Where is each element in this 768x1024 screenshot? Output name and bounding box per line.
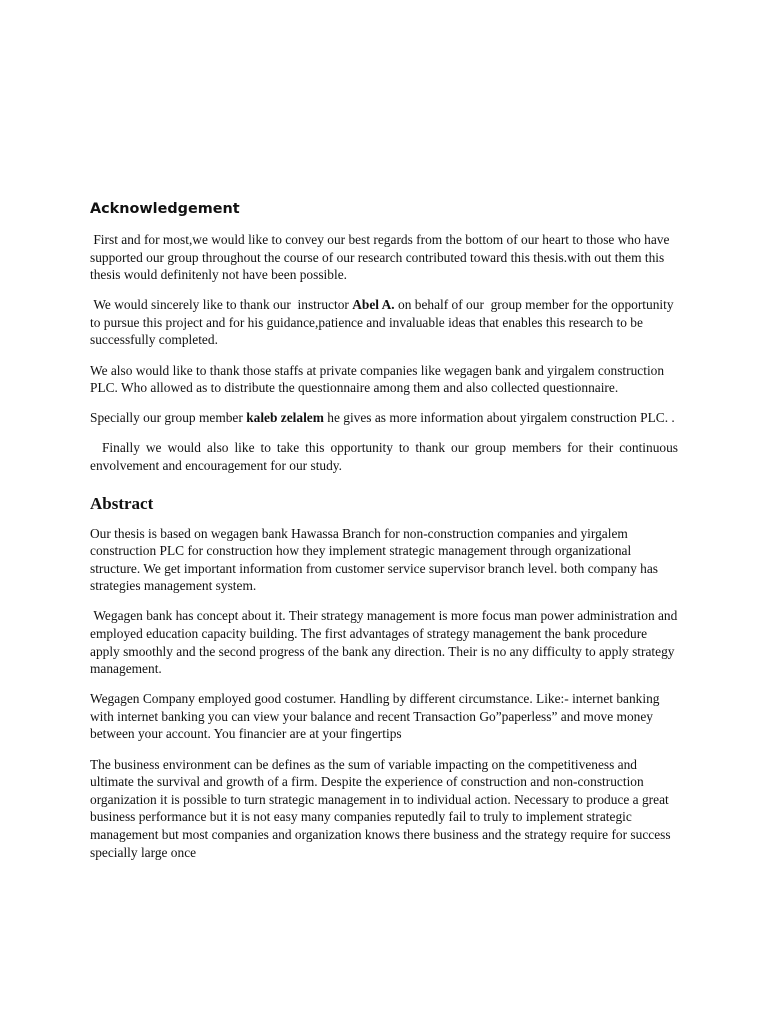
- instructor-name: Abel A.: [352, 297, 395, 313]
- acknowledgement-p2-text-after: on behalf of our group member for the opportunity to pursue this project and for his guidance,patience and invaluable ideas that enables this research to be successfully completed.: [90, 297, 677, 348]
- acknowledgement-paragraph-2: [90, 296, 678, 349]
- document-body: [90, 199, 682, 874]
- acknowledgement-paragraph-4: [90, 409, 678, 427]
- acknowledgement-paragraph-5: Finally we would also like to take this opportunity to thank our group members for their continuous envolvement and encouragement for our study.: [90, 440, 682, 473]
- acknowledgement-paragraph-1: First and for most,we would like to convey our best regards from the bottom of our heart to those who have supported our group throughout the course of our research contributed toward this thesis.with out them this thesis would definitenly not have been possible.: [90, 232, 673, 283]
- abstract-paragraph-1: Our thesis is based on wegagen bank Hawassa Branch for non-construction companies and yirgalem construction PLC for construction how they implement strategic management through organizational structure. We get important information from customer service supervisor branch level. both company has strategies management system.: [90, 525, 662, 594]
- acknowledgement-p4-text-after: he gives as more information about yirgalem construction PLC. .: [323, 410, 675, 426]
- acknowledgement-heading: Acknowledgement: [90, 201, 240, 217]
- acknowledgement-paragraph-3: We also would like to thank those staffs at private companies like wegagen bank and yirgalem construction PLC. Who allowed as to distribute the questionnaire among them and also collected questionnaire.: [90, 362, 668, 396]
- abstract-paragraph-4: The business environment can be defines as the sum of variable impacting on the competitiveness and ultimate the survival and growth of a firm. Despite the experience of construction and non-construction organization it is possible to turn strategic management in to individual action. Necessary to produce a great business performance but it is not easy many companies reputedly fail to truly to implement strategic management but most companies and organization knows there business and the strategy require for success specially large once: [90, 756, 674, 860]
- abstract-paragraph-2: Wegagen bank has concept about it. Their strategy management is more focus man power administration and employed education capacity building. The first advantages of strategy management the bank procedure apply smoothly and the second progress of the bank any direction. Their is no any difficulty to apply strategy management.: [90, 608, 681, 677]
- group-member-name: kaleb zelalem: [246, 410, 324, 426]
- abstract-paragraph-3: Wegagen Company employed good costumer. Handling by different circumstance. Like:- internet banking with internet banking you can view your balance and recent Transaction Go”paperless” and move money between your account. You financier are at your fingertips: [90, 691, 663, 742]
- acknowledgement-p2-text-before: We would sincerely like to thank our instructor: [90, 297, 353, 313]
- abstract-heading: Abstract: [90, 493, 154, 513]
- acknowledgement-p4-text-before: Specially our group member: [90, 410, 247, 426]
